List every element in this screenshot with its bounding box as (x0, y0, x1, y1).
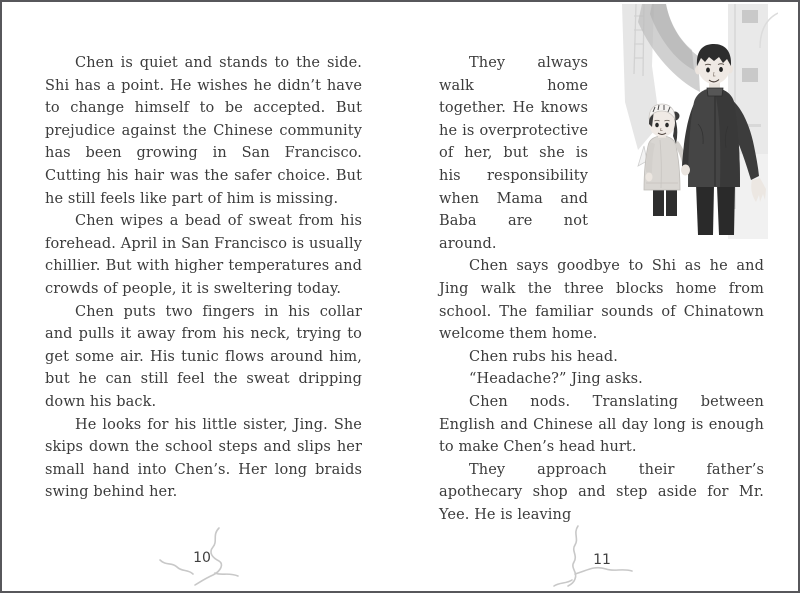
body-paragraph: They always walk home together. He knows he is overprotective of her, but she is his responsibility when Mama and Baba are not around. (439, 55, 588, 252)
body-paragraph: Chen wipes a bead of sweat from his forehead. April in San Francisco is usually chillier. But with higher temperatures and crowds of people, it is sweltering today. (45, 213, 362, 297)
page-number-left: 10 (193, 550, 211, 566)
page-right (402, 2, 800, 591)
body-paragraph: They approach their father’s apothecary shop and step aside for Mr. Yee. He is leaving (439, 461, 764, 523)
body-paragraph: Chen is quiet and stands to the side. Shi has a point. He wishes he didn’t have to change himself to be accepted. But prejudice against the Chinese community has been growing in San Francisco. Cutting his hair was the safer choice. But he still feels like part of him is missing. (45, 55, 362, 207)
body-paragraph: Chen nods. Translating between English and Chinese all day long is enough to make Chen’s head hurt. (439, 393, 764, 456)
body-paragraph: “Headache?” Jing asks. (469, 371, 643, 388)
page-left (2, 2, 402, 591)
body-paragraph: Chen says goodbye to Shi as he and Jing walk the three blocks home from school. The familiar sounds of Chinatown welcome them home. (439, 258, 764, 343)
body-paragraph: He looks for his little sister, Jing. She skips down the school steps and slips her small hand into Chen’s. Her long braids swing behind her. (45, 416, 362, 501)
page-number-right: 11 (593, 552, 611, 568)
body-paragraph: Chen puts two fingers in his collar and pulls it away from his neck, trying to get some air. His tunic flows around him, but he can still feel the sweat dripping down his back. (45, 303, 362, 410)
body-paragraph: Chen rubs his head. (469, 348, 618, 365)
illustration-flow-spacer (588, 52, 764, 236)
